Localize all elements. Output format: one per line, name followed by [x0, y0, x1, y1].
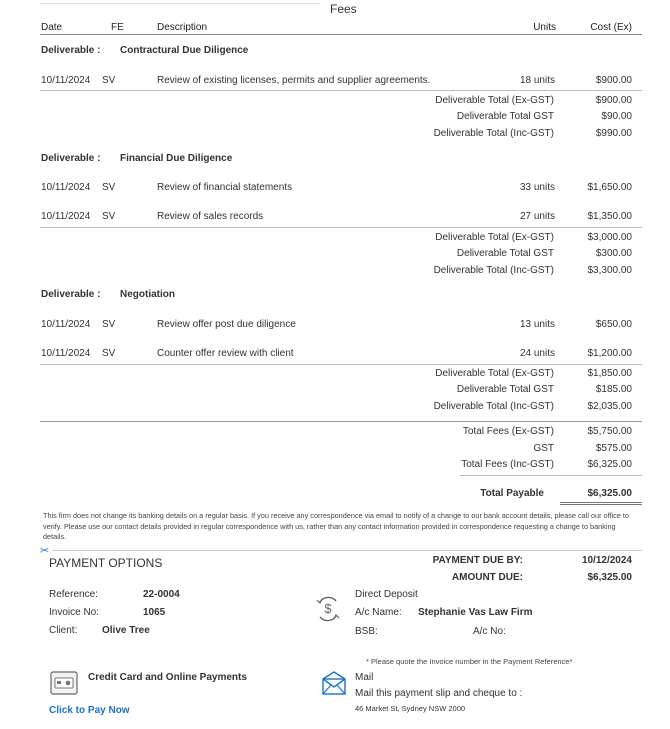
mail-heading: Mail	[355, 672, 374, 683]
col-fe: FE	[111, 22, 124, 33]
amount-due-value: $6,325.00	[587, 572, 632, 583]
client-label: Client:	[49, 625, 78, 636]
total-fees-inc-value: $6,325.00	[587, 459, 632, 470]
col-cost: Cost (Ex)	[590, 22, 632, 33]
mail-icon	[321, 670, 347, 696]
subtotal-label: Deliverable Total (Ex-GST)	[435, 95, 554, 106]
mail-text: Mail this payment slip and cheque to :	[355, 688, 523, 699]
reference-value: 22-0004	[143, 589, 180, 600]
deliverable-label: Deliverable :	[41, 153, 101, 164]
credit-card-icon	[50, 671, 78, 695]
reference-label: Reference:	[49, 589, 98, 600]
deliverable-name: Financial Due Diligence	[120, 153, 233, 164]
scissors-icon: ✂	[40, 545, 50, 557]
credit-card-heading: Credit Card and Online Payments	[88, 672, 247, 683]
payment-due-by-label: PAYMENT DUE BY:	[432, 555, 523, 566]
payment-options-heading: PAYMENT OPTIONS	[49, 556, 163, 570]
dollar-cycle-icon	[314, 596, 342, 622]
ac-name-label: A/c Name:	[355, 607, 402, 618]
deliverable-label: Deliverable :	[41, 289, 101, 300]
amount-due-label: AMOUNT DUE:	[451, 572, 523, 583]
svg-text:$: $	[324, 601, 332, 616]
subtotal-label: Deliverable Total (Ex-GST)	[435, 368, 554, 379]
subtotal-value: $1,850.00	[587, 368, 632, 379]
click-to-pay-link[interactable]: Click to Pay Now	[49, 705, 130, 716]
ac-name-value: Stephanie Vas Law Firm	[418, 607, 533, 618]
ac-no-label: A/c No:	[473, 626, 506, 637]
total-fees-ex-label: Total Fees (Ex-GST)	[462, 426, 554, 437]
invoice-value: 1065	[143, 607, 166, 618]
payment-reference-note: * Please quote the Invoice number in the Payment Reference*	[366, 657, 573, 666]
col-date: Date	[41, 22, 63, 33]
total-fees-ex-value: $5,750.00	[587, 426, 632, 437]
subtotal-label: Deliverable Total (Ex-GST)	[435, 232, 554, 243]
subtotal-value: $3,000.00	[587, 232, 632, 243]
total-payable-value: $6,325.00	[587, 488, 632, 499]
total-payable-label: Total Payable	[480, 488, 544, 499]
subtotal-value: $900.00	[595, 95, 632, 106]
deliverable-name: Negotiation	[120, 289, 175, 300]
deliverable-name: Contractural Due Diligence	[120, 45, 249, 56]
col-description: Description	[157, 22, 208, 33]
client-value: Olive Tree	[102, 625, 150, 636]
gst-value: $575.00	[595, 443, 632, 454]
gst-label: GST	[533, 443, 554, 454]
mail-address: 46 Market St, Sydney NSW 2000	[355, 704, 466, 713]
deliverable-label: Deliverable :	[41, 45, 101, 56]
invoice-label: Invoice No:	[49, 607, 100, 618]
col-units: Units	[533, 22, 556, 33]
total-fees-inc-label: Total Fees (Inc-GST)	[461, 459, 554, 470]
disclaimer: This firm does not change its banking details on a regular basis. If you receive any correspondence via email to notify of a change to our bank account details, please call our office to verify. Please use our contact details provided in regular correspondence with us, rather than any contact information provided in correspondence requesting a change to banking details.	[43, 511, 629, 541]
page-title: Fees	[330, 2, 357, 16]
bsb-label: BSB:	[355, 626, 378, 637]
payment-due-by-value: 10/12/2024	[581, 555, 632, 566]
direct-deposit-heading: Direct Deposit	[355, 589, 418, 600]
